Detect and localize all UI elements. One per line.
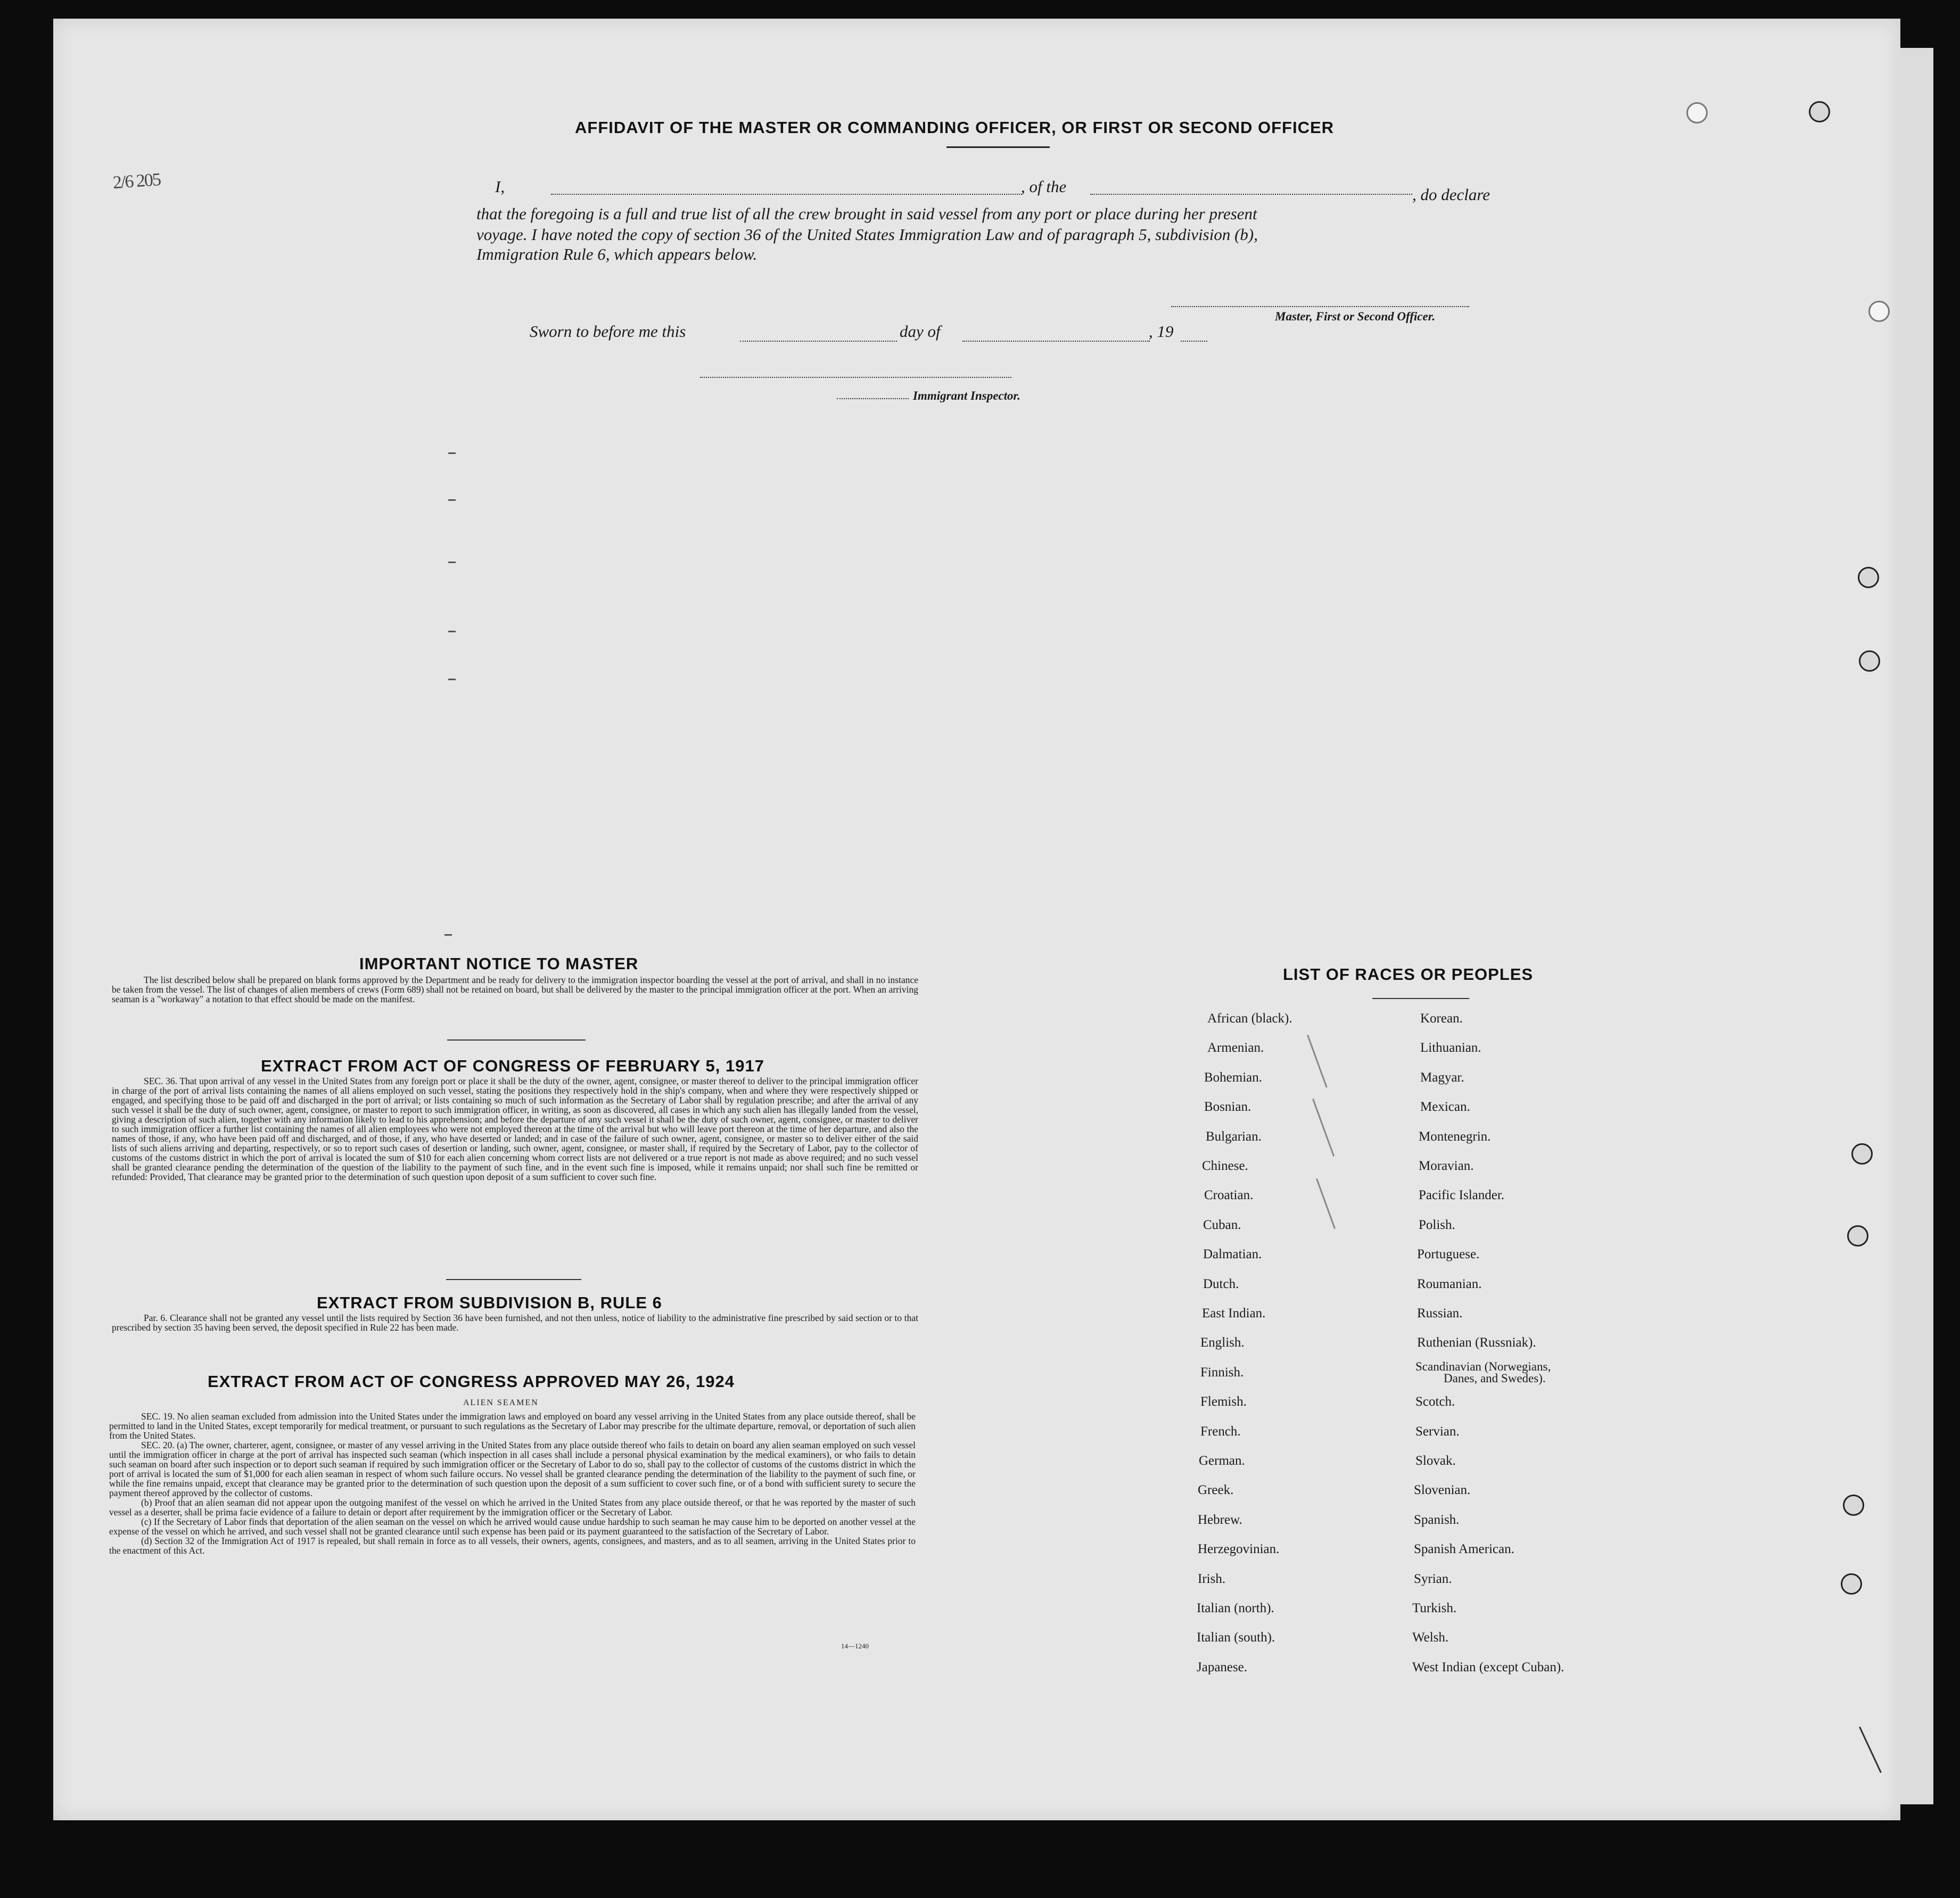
binder-hole — [1859, 650, 1880, 672]
extract-1924-sec20c: (c) If the Secretary of Labor finds that deportation of the alien seaman on the vessel on which he arrived would cause undue hardship to such seaman he may cause him to be deported on another vessel at the expense of the vessel on which he arrived, and such vessel shall not be granted clearance until such expense has been paid or its payment guaranteed to the satisfaction of the Secretary of Labor. — [109, 1516, 916, 1537]
pencil-mark — [448, 679, 456, 680]
sworn-day-field[interactable] — [740, 341, 897, 342]
extract-1917-text: SEC. 36. That upon arrival of any vessel in the United States from any foreign port or place it shall be the duty of the owner, agent, consignee, or master thereof to deliver to the principal immigration officer in charge of the port of arrival lists containing the names of all aliens employed on such vessel, stating the positions they respectively hold in the ship's company, when and where they were respectively shipped or engaged, and specifying those to be paid off and discharged in the port of arrival; or lists containing so much of such information as the Secretary of Labor shall by regulation prescribe; and after the arrival of any such vessel it shall be the duty of such owner, agent, consignee, or master to report to such immigration officer, in writing, as soon as discovered, all cases in which any such alien has illegally landed from the vessel, giving a description of such alien, together with any information likely to lead to his apprehension; and before the departure of any such vessel it shall be the duty of such owner, agent, consignee, or master to deliver to such immigration officer a further list containing the names of all alien employees who were not employed thereon at the time of the arrival but who will leave port thereon at the time of her departure, and also the names of those, if any, who have been paid off and discharged, and of those, if any, who have deserted or landed; and in case of the failure of such owner, agent, consignee, or master so to deliver either of the said lists of such aliens arriving and departing, respectively, or so to report such cases of desertion or landing, such owner, agent, consignee, or master shall, if required by the Secretary of Labor, pay to the collector of customs of the customs district in which the port of arrival is located the sum of $10 for each alien concerning whom correct lists are not delivered or a true report is not made as above required; and no such vessel shall be granted clearance pending the determination of the question of the liability to the payment of such fine, and in the event such fine is imposed, while it remains unpaid; nor shall such fine be remitted or refunded: Provided, That clearance may be granted prior to the determination of such question upon deposit of a sum sufficient to cover such fine. — [112, 1076, 918, 1182]
race-item: Herzegovinian. — [1198, 1542, 1280, 1557]
race-item: German. — [1199, 1454, 1245, 1468]
sworn-year-field[interactable] — [1181, 341, 1207, 342]
race-item: Russian. — [1417, 1306, 1463, 1321]
extract-1917-title: EXTRACT FROM ACT OF CONGRESS OF FEBRUARY 5, 1917 — [261, 1057, 764, 1075]
extract-rule6-title: EXTRACT FROM SUBDIVISION B, RULE 6 — [317, 1293, 662, 1312]
extract-1924-subtitle: ALIEN SEAMEN — [463, 1398, 539, 1407]
vessel-name-field[interactable] — [1090, 194, 1412, 195]
race-item: Italian (north). — [1197, 1601, 1274, 1615]
extract-1924-sec20b: (b) Proof that an alien seaman did not appear upon the outgoing manifest of the vessel on which he arrived in the United States from any place outside thereof, or that he was reported by the master of such vessel as a deserter, shall be prima facie evidence of a failure to detain or deport after requirement by the immigration officer or the Secretary of Labor. — [109, 1497, 916, 1517]
race-item: Japanese. — [1197, 1660, 1248, 1674]
race-item: French. — [1200, 1424, 1241, 1439]
inspector-signature-field[interactable] — [700, 377, 1011, 378]
binder-hole — [1868, 301, 1890, 322]
race-item: Lithuanian. — [1420, 1041, 1481, 1055]
title-underline — [946, 146, 1050, 148]
race-item: Greek. — [1198, 1483, 1234, 1498]
sworn-prefix: Sworn to before me this — [530, 322, 686, 341]
affidavit-i-label: I, — [495, 177, 505, 196]
race-item: Magyar. — [1420, 1070, 1464, 1085]
race-item: Croatian. — [1204, 1188, 1254, 1203]
extract-1924-body — [109, 1412, 916, 1555]
race-item: West Indian (except Cuban). — [1412, 1660, 1564, 1674]
sworn-month-field[interactable] — [962, 341, 1150, 342]
race-item: Slovak. — [1415, 1454, 1456, 1468]
race-item: Chinese. — [1202, 1159, 1248, 1173]
race-item: Roumanian. — [1417, 1276, 1482, 1291]
binder-hole — [1858, 567, 1879, 588]
sworn-day-of-label: day of — [900, 322, 941, 341]
affidavit-title: AFFIDAVIT OF THE MASTER OR COMMANDING OFFICER, OR FIRST OR SECOND OFFICER — [575, 118, 1335, 137]
race-item: Polish. — [1419, 1217, 1455, 1232]
pencil-mark — [448, 452, 456, 454]
extract-rule6-text: Par. 6. Clearance shall not be granted any vessel until the lists required by Section 36 have been furnished, and not then unless, notice of liability to the administrative fine prescribed by said section or to that prescribed by section 35 having been served, the deposit specified in Rule 22 has been made. — [112, 1313, 918, 1333]
binder-hole — [1851, 1143, 1873, 1165]
race-item: Cuban. — [1203, 1217, 1241, 1232]
race-item: Syrian. — [1414, 1571, 1452, 1586]
pencil-mark — [448, 499, 456, 501]
affidavit-body-line: Immigration Rule 6, which appears below. — [476, 245, 757, 263]
race-item: Korean. — [1420, 1011, 1463, 1026]
races-title: LIST OF RACES OR PEOPLES — [1283, 965, 1534, 984]
race-item: Slovenian. — [1414, 1483, 1471, 1498]
race-item: Armenian. — [1207, 1041, 1264, 1055]
race-item: Scandinavian (Norwegians, — [1415, 1359, 1551, 1373]
inspector-caption: Immigrant Inspector. — [913, 389, 1020, 402]
binder-hole — [1841, 1573, 1862, 1595]
race-item: Montenegrin. — [1419, 1129, 1491, 1144]
notice-title: IMPORTANT NOTICE TO MASTER — [359, 954, 639, 973]
race-item: English. — [1200, 1335, 1245, 1350]
race-item: Finnish. — [1200, 1365, 1244, 1380]
pencil-mark — [448, 562, 456, 563]
signature-caption: Master, First or Second Officer. — [1275, 310, 1436, 323]
race-item: Hebrew. — [1198, 1512, 1242, 1527]
race-item: Bohemian. — [1204, 1070, 1263, 1085]
race-item: Flemish. — [1200, 1394, 1247, 1409]
race-item: Dalmatian. — [1203, 1247, 1262, 1262]
races-title-underline — [1372, 998, 1469, 999]
binder-hole — [1843, 1495, 1864, 1516]
race-item: Bosnian. — [1204, 1100, 1251, 1115]
race-item: Irish. — [1198, 1571, 1226, 1586]
race-item: Welsh. — [1412, 1630, 1449, 1645]
race-item: African (black). — [1207, 1011, 1292, 1026]
race-item: Pacific Islander. — [1419, 1188, 1505, 1203]
inspector-leader — [837, 398, 909, 399]
extract-1924-sec20d: (d) Section 32 of the Immigration Act of 1917 is repealed, but shall remain in force as to all vessels, their owners, agents, consignees, and masters, and as to all seamen, arriving in the United States prior to the enactment of this Act. — [109, 1536, 916, 1556]
sheet-edge — [1900, 48, 1933, 1804]
race-item: Dutch. — [1203, 1276, 1239, 1291]
affidavit-body-line: voyage. I have noted the copy of section 36 of the United States Immigration Law and of paragraph 5, subdivision (b), — [476, 225, 1258, 244]
binder-hole — [1686, 102, 1708, 123]
sworn-year-label: , 19 — [1149, 322, 1174, 341]
pencil-mark — [448, 631, 456, 632]
race-item: Scotch. — [1415, 1394, 1455, 1409]
form-number: 14—1240 — [841, 1642, 869, 1650]
race-item-continuation: Danes, and Swedes). — [1444, 1371, 1546, 1385]
affidavit-declare-label: , do declare — [1412, 185, 1490, 204]
extract-1924-title: EXTRACT FROM ACT OF CONGRESS APPROVED MAY 26, 1924 — [208, 1372, 735, 1391]
margin-stamp: 2/6 205 — [112, 169, 161, 193]
extract-1924-sec19: SEC. 19. No alien seaman excluded from admission into the United States under the immigration laws and employed on board any vessel arriving in the United States from any place outside thereof, shall be permitted to land in the United States, except temporarily for medical treatment, or pursuant to such regulations as the Secretary of Labor may prescribe for the ultimate departure, removal, or deportation of such alien from the United States. — [109, 1411, 916, 1441]
section-divider — [447, 1039, 586, 1041]
race-item: Italian (south). — [1197, 1630, 1275, 1645]
master-signature-field[interactable] — [1171, 306, 1469, 307]
race-item: Ruthenian (Russniak). — [1417, 1335, 1536, 1350]
pencil-mark — [444, 934, 452, 936]
binder-hole — [1847, 1225, 1868, 1247]
race-item: East Indian. — [1202, 1306, 1266, 1321]
affidavit-of-the-label: , of the — [1021, 177, 1067, 196]
notice-text: The list described below shall be prepared on blank forms approved by the Department and be ready for delivery to the immigration inspector boarding the vessel at the port of arrival, and shall in no instance be taken from the vessel. The list of changes of alien members of crews (Form 689) shall not be retained on board, but shall be delivered by the master to the principal immigration officer at the port. When an arriving seaman is a "workaway" a notation to that effect should be made on the manifest. — [112, 975, 918, 1004]
race-item: Servian. — [1415, 1424, 1460, 1439]
race-item: Bulgarian. — [1206, 1129, 1262, 1144]
race-item: Turkish. — [1412, 1601, 1457, 1615]
race-item: Moravian. — [1419, 1159, 1474, 1173]
race-item: Spanish American. — [1414, 1542, 1514, 1557]
extract-1924-sec20a: SEC. 20. (a) The owner, charterer, agent, consignee, or master of any vessel arriving in the United States from any place outside thereof who fails to detain on board any alien seaman employed on such vessel until the immigration officer in charge at the port of arrival has inspected such seaman (which inspection in all cases shall include a personal physical examination by the medical examiners), or who fails to detain such seaman on board after such inspection or to deport such seaman if required by such immigration officer or the Secretary of Labor to do so, shall pay to the collector of customs of the customs district in which the port of arrival is located the sum of $1,000 for each alien seaman in respect of whom such failure occurs. No vessel shall be granted clearance pending the determination of the liability to the payment of such fine, or while the fine remains unpaid, except that clearance may be granted prior to the determination of such question upon the deposit of a sum sufficient to cover such fine, or of a bond with sufficient surety to secure the payment thereof approved by the collector of customs. — [109, 1440, 916, 1498]
section-divider — [446, 1279, 581, 1280]
race-item: Portuguese. — [1417, 1247, 1480, 1262]
race-item: Mexican. — [1420, 1100, 1470, 1115]
affidavit-body-line: that the foregoing is a full and true list of all the crew brought in said vessel from any port or place during her present — [476, 204, 1257, 223]
binder-hole — [1809, 101, 1830, 122]
master-name-field[interactable] — [551, 194, 1022, 195]
race-item: Spanish. — [1414, 1512, 1460, 1527]
